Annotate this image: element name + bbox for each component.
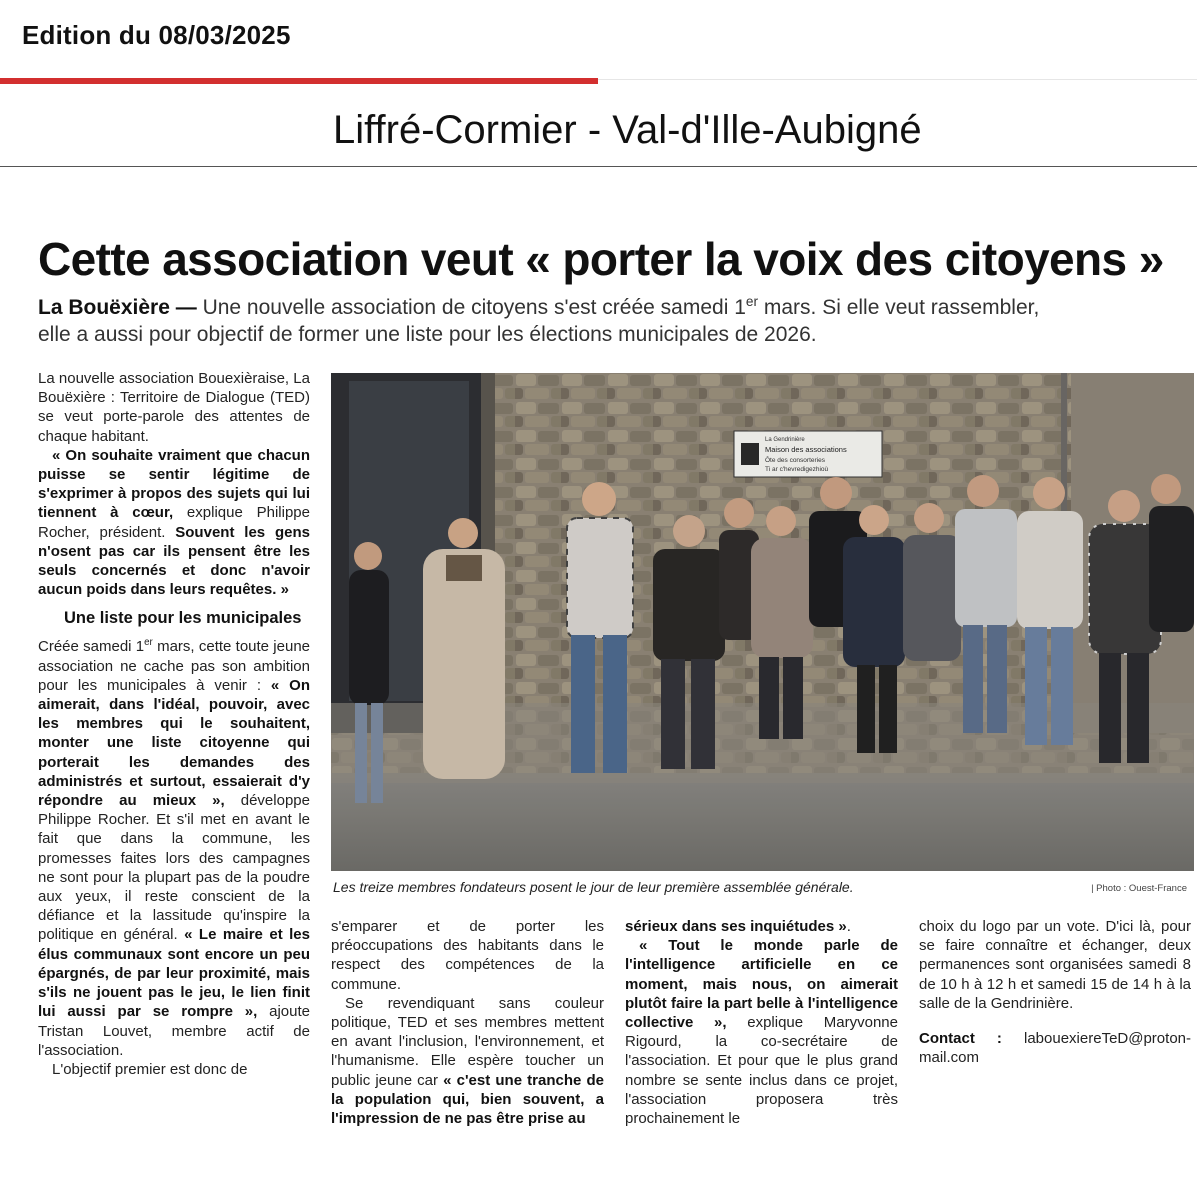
col3-paragraph-1	[625, 917, 898, 936]
col1-p3-sup: er	[144, 637, 153, 649]
quote-5: « Tout le monde parle de l'intelligence artificielle en ce moment, mais nous, on aimerait plutôt faire la part belle à l'intelligence collective »,	[625, 937, 898, 1032]
region-title: Liffré-Cormier - Val-d'Ille-Aubigné	[333, 108, 922, 152]
article-headline: Cette association veut « porter la voix des citoyens »	[38, 233, 1164, 285]
col3-paragraph-2	[625, 936, 898, 1128]
contact-label: Contact :	[919, 1030, 1002, 1048]
photo-caption: Les treize membres fondateurs posent le jour de leur première assemblée générale.	[333, 879, 854, 895]
col4-paragraph-1: choix du logo par un vote. D'ici là, pour se faire connaître et échanger, deux permanences sont organisées samedi 8 de 10 h à 12 h et samedi 15 de 14 h à la salle de la Gendrinière.	[919, 918, 1191, 1012]
quote-4-end: sérieux dans ses inquiétudes »	[625, 918, 847, 935]
lede-sup: er	[745, 294, 759, 309]
column-3	[625, 917, 898, 1128]
col1-p3-text-d: ajoute Tristan Louvet, membre actif de l'association.	[38, 1003, 310, 1059]
attribution-1: explique Philippe Rocher, président.	[38, 504, 310, 541]
col2-p2-text: Se revendiquant sans couleur politique, TED et ses membres mettent en avant l'inclusion, l'environnement, et l'humanisme. Elle espère toucher un public jeune car	[331, 994, 604, 1089]
quote-1: « On souhaite vraiment que chacun puisse se sentir légitime de s'exprimer à propos des sujets qui lui tiennent à cœur,	[38, 446, 310, 522]
col2-paragraph-2	[331, 994, 604, 1128]
photo-credit: | Photo : Ouest-France	[1091, 883, 1187, 894]
sign-line-1: La Gendrinière	[765, 437, 805, 443]
column-4	[919, 917, 1191, 1067]
sign-line-3: Ôte des consorteries	[765, 457, 825, 464]
col3-p1-end: .	[846, 918, 851, 935]
lede-text: Une nouvelle association de citoyens s'est créée samedi 1	[196, 296, 746, 319]
quote-2: « On aimerait, dans l'idéal, pouvoir, avec les membres qui le souhaitent, monter une liste citoyenne qui porterait les demandes des administrés et surtout, essaierait d'y répondre au mieux »,	[38, 676, 310, 810]
section-subhead: Une liste pour les municipales	[64, 609, 302, 628]
column-1	[38, 369, 310, 1079]
dateline-place: La Bouëxière —	[38, 296, 197, 319]
article-lede	[38, 294, 1058, 348]
col1-paragraph-3	[38, 637, 310, 1059]
quote-3: « Le maire et les élus communaux sont encore un peu épargnés, de par leur proximité, mais s'ils ne jouent pas le jeu, le lien finit lui aussi par se rompre »,	[38, 926, 310, 1021]
column-2	[331, 917, 604, 1128]
article-photo	[331, 373, 1194, 871]
col2-paragraph-1: s'emparer et de porter les préoccupations des habitants dans le respect des compétences de la commune.	[331, 918, 604, 993]
group-photo-image	[331, 373, 1194, 871]
header-divider	[598, 79, 1197, 80]
region-divider	[0, 166, 1197, 167]
sign-line-4: Ti ar c'hevredigezhioù	[765, 466, 829, 473]
quote-4: « c'est une tranche de la population qui, bien souvent, a l'impression de ne pas être prise au	[331, 1071, 604, 1128]
sign-line-2: Maison des associations	[765, 445, 847, 454]
col1-p3-text: Créée samedi 1	[38, 638, 145, 656]
col1-paragraph-2	[38, 446, 310, 600]
col4-contact	[919, 1029, 1191, 1067]
quote-1b: Souvent les gens n'osent pas car ils pensent être les seuls concernés et donc n'avoir aucun poids dans leurs requêtes. »	[38, 523, 310, 599]
lede-text-end: mars. Si elle veut rassembler, elle a aussi pour objectif de former une liste pour les élections municipales de 2026.	[38, 296, 1040, 346]
edition-date: Edition du 08/03/2025	[22, 20, 291, 50]
col1-paragraph-4: L'objectif premier est donc de	[52, 1060, 248, 1078]
contact-email[interactable]: labouexiereTeD@proton-mail.com	[919, 1030, 1191, 1067]
col1-paragraph-1: La nouvelle association Bouexièraise, La Bouëxière : Territoire de Dialogue (TED) se veut porte-parole des attentes de chaque habitant.	[38, 370, 310, 445]
col1-p3-text-c: développe Philippe Rocher. Et s'il met en avant le fait que dans la commune, les promesses faites lors des campagnes ne sont pour la plupart pas de la poudre aux yeux, il reste conscient de la défiance et la lassitude qu'inspire la politique en général.	[38, 792, 310, 944]
accent-rule	[0, 78, 598, 84]
col3-p2-text: explique Maryvonne Rigourd, la co-secrétaire de l'association. Et pour que le plus grand nombre se sente inclus dans ce projet, l'association proposera très prochainement le	[625, 1014, 898, 1128]
col1-p3-text-b: mars, cette toute jeune association ne cache pas son ambition pour les municipales à venir :	[38, 638, 310, 694]
